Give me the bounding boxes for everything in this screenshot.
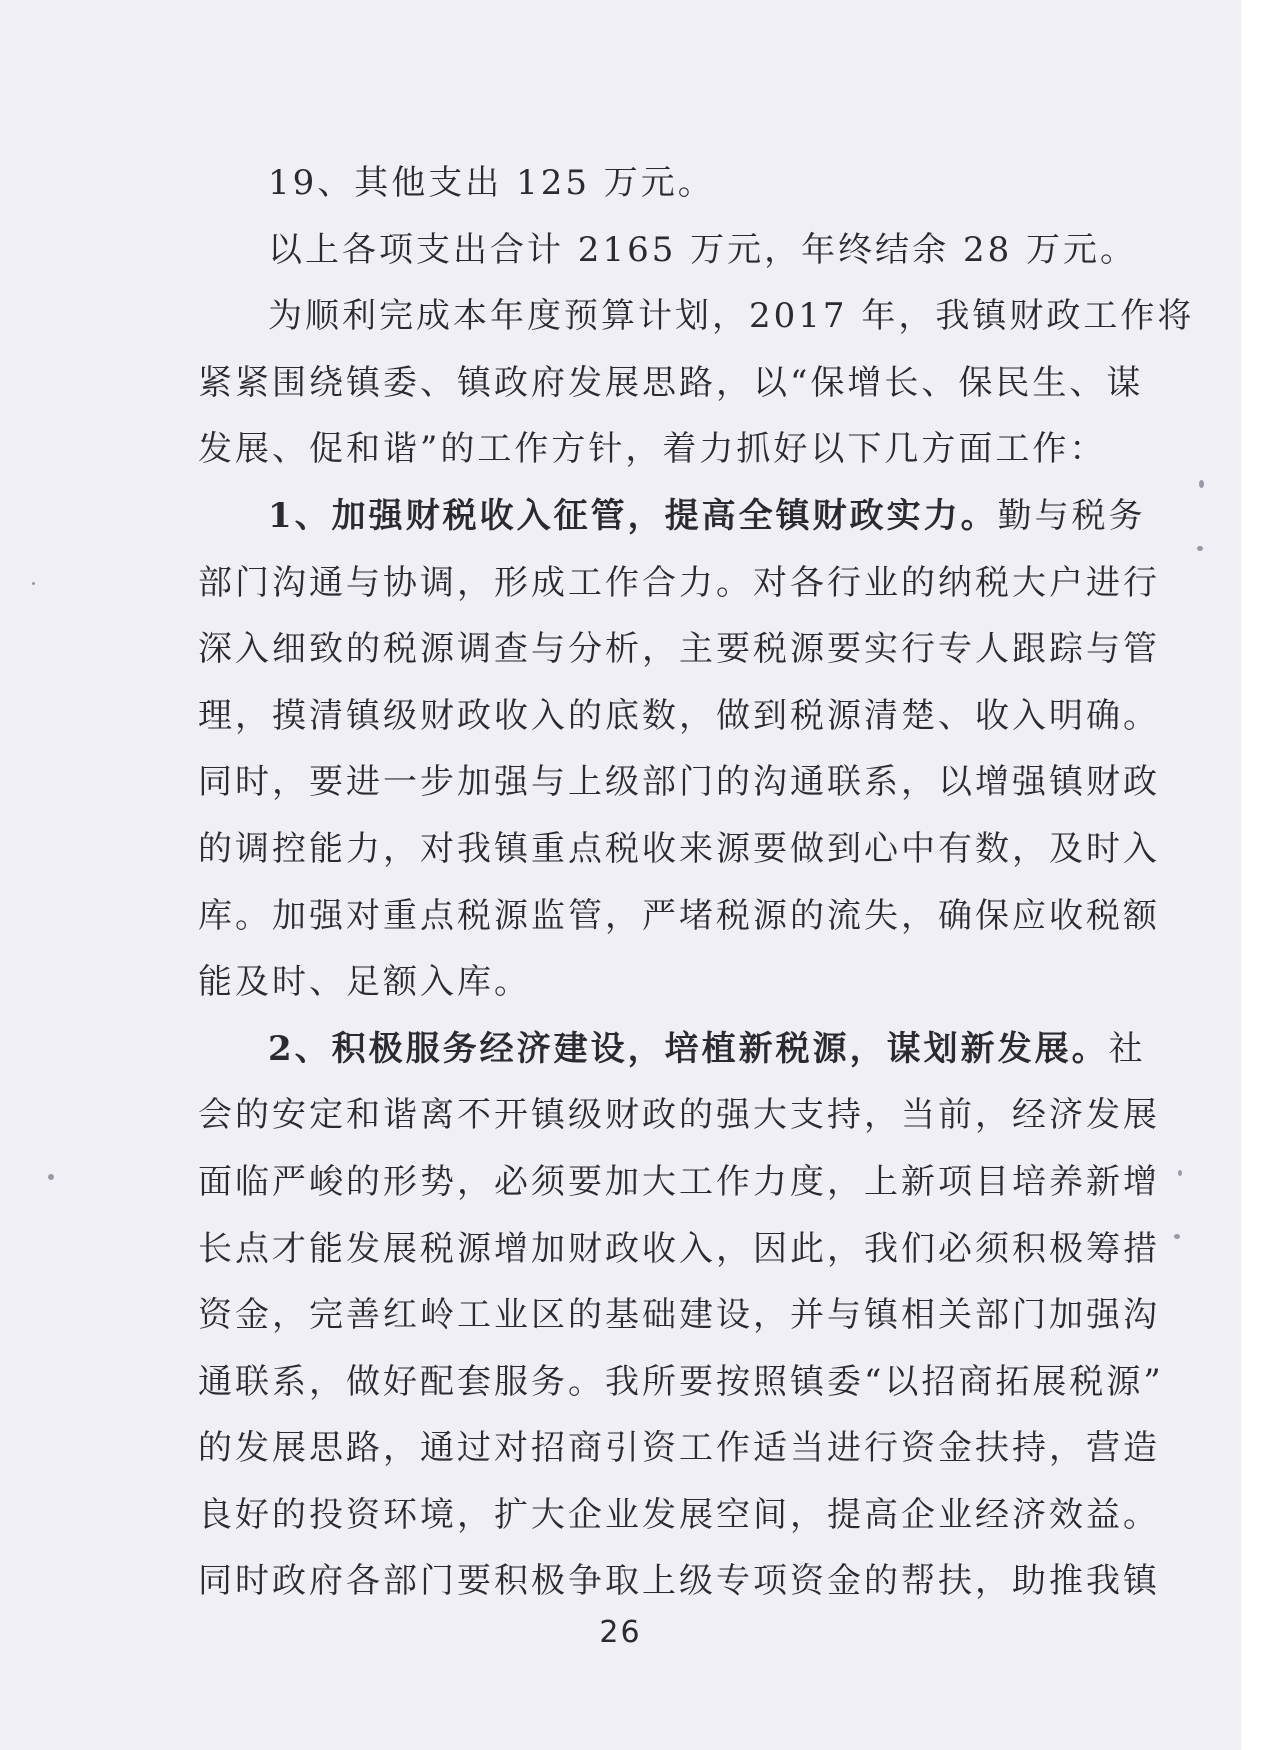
paragraph-budget-plan (198, 283, 1195, 483)
scan-speck (1174, 1234, 1180, 1239)
text-line (198, 483, 1146, 550)
paragraph-economic-development (198, 1016, 1164, 1615)
scan-speck (32, 582, 35, 585)
text-line: 为顺利完成本年度预算计划，2017 年，我镇财政工作将 (268, 296, 1195, 337)
text-line: 库。加强对重点税源监管，严堵税源的流失，确保应收税额 (198, 895, 1160, 936)
scan-speck (1199, 480, 1204, 488)
text-line: 能及时、足额入库。 (198, 962, 531, 1003)
text-line: 的调控能力，对我镇重点税收来源要做到心中有数，及时入 (198, 828, 1160, 869)
document-page (198, 150, 1195, 1615)
text-line: 通联系，做好配套服务。我所要按照镇委“以招商拓展税源” (198, 1361, 1164, 1402)
paragraph-tax-collection (198, 483, 1160, 1016)
text-line: 同时，要进一步加强与上级部门的沟通联系，以增强镇财政 (198, 762, 1160, 803)
text-line: 资金，完善红岭工业区的基础建设，并与镇相关部门加强沟 (198, 1295, 1160, 1336)
text-line (198, 1016, 1146, 1083)
text-line: 同时政府各部门要积极争取上级专项资金的帮扶，助推我镇 (198, 1561, 1160, 1602)
text-line: 深入细致的税源调查与分析，主要税源要实行专人跟踪与管 (198, 629, 1160, 670)
paragraph-expense-total (198, 217, 1138, 284)
scan-speck (1178, 1170, 1182, 1176)
text-line: 发展、促和谐”的工作方针，着力抓好以下几方面工作： (198, 429, 1107, 470)
text-line: 紧紧围绕镇委、镇政府发展思路，以“保增长、保民生、谋 (198, 362, 1144, 403)
text-span: 社 (1108, 1028, 1146, 1069)
paragraph-other-expenses (198, 150, 1060, 217)
text-line: 良好的投资环境，扩大企业发展空间，提高企业经济效益。 (198, 1494, 1160, 1535)
scan-edge (1241, 0, 1275, 1750)
text-line: 理，摸清镇级财政收入的底数，做到税源清楚、收入明确。 (198, 695, 1160, 736)
text-span: 勤与税务 (997, 495, 1146, 536)
scan-speck (1197, 546, 1203, 551)
text-line: 以上各项支出合计 2165 万元，年终结余 28 万元。 (268, 229, 1138, 270)
section-heading: 2、积极服务经济建设，培植新税源，谋划新发展。 (268, 1028, 1109, 1069)
text-line: 会的安定和谐离不开镇级财政的强大支持，当前，经济发展 (198, 1095, 1160, 1136)
text-line: 部门沟通与协调，形成工作合力。对各行业的纳税大户进行 (198, 562, 1160, 603)
text-line: 的发展思路，通过对招商引资工作适当进行资金扶持，营造 (198, 1428, 1160, 1469)
text-line: 长点才能发展税源增加财政收入，因此，我们必须积极筹措 (198, 1228, 1160, 1269)
scan-speck (48, 1174, 54, 1180)
page-number: 26 (599, 1615, 642, 1650)
section-heading: 1、加强财税收入征管，提高全镇财政实力。 (268, 495, 998, 536)
text-line: 面临严峻的形势，必须要加大工作力度，上新项目培养新增 (198, 1161, 1160, 1202)
text-line: 19、其他支出 125 万元。 (268, 163, 715, 203)
